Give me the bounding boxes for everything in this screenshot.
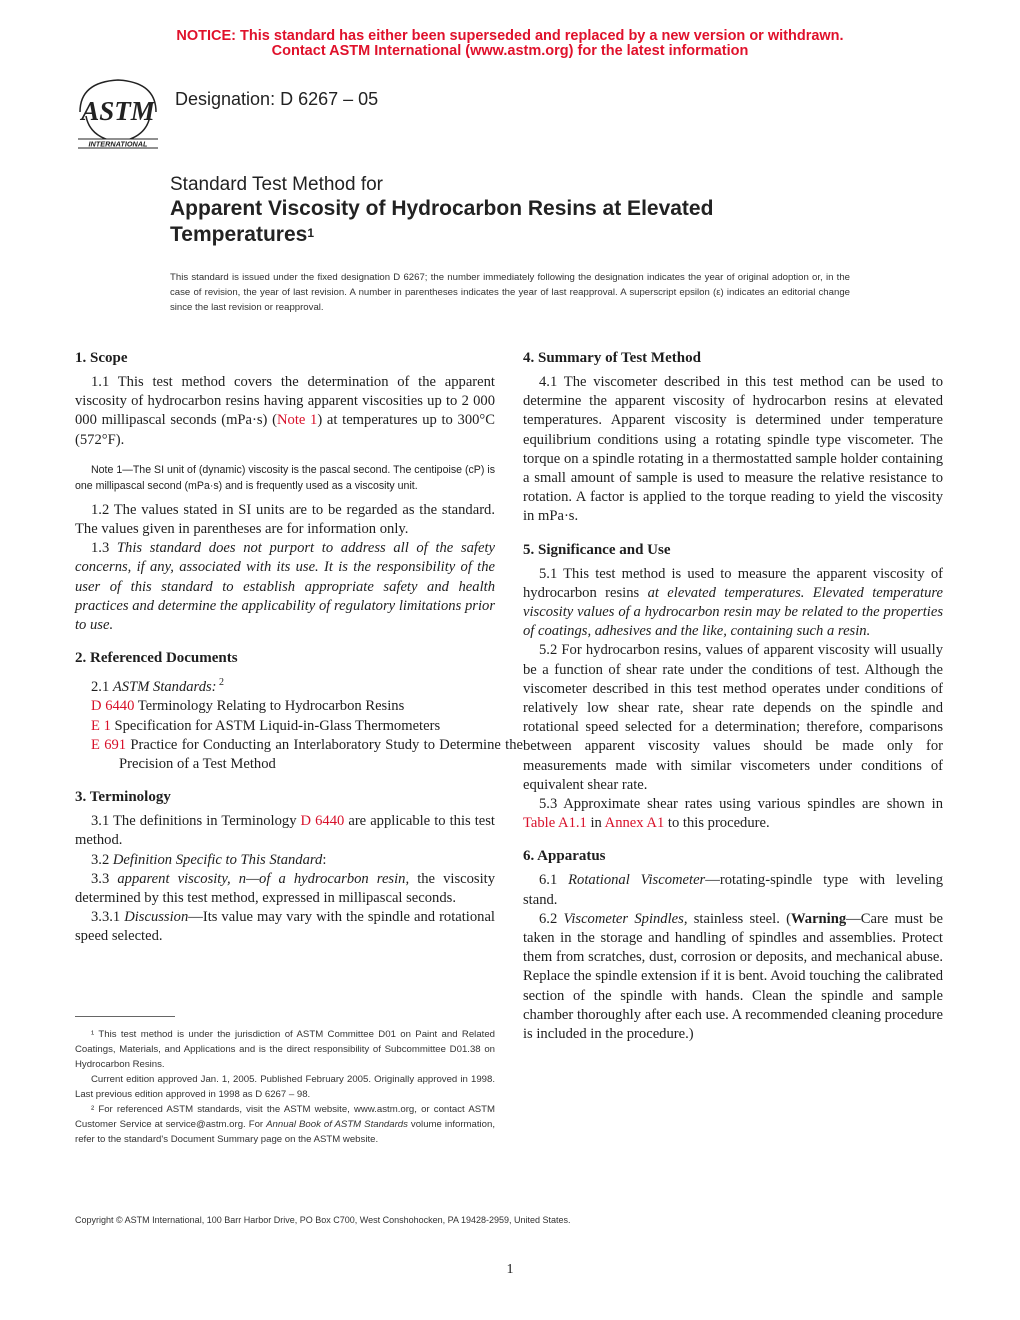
link-e691[interactable]: E 691 (91, 736, 127, 753)
para-5-3-text: 5.3 Approximate shear rates using various spindles are shown in (539, 796, 943, 813)
para-1-2: 1.2 The values stated in SI units are to be regarded as the standard. The values given in parentheses are for information only. (75, 501, 495, 538)
para-3-2-text: Definition Specific to This Standard (112, 851, 323, 868)
para-1-3 (75, 539, 495, 635)
para-5-1-text: 5.1 This test method is used to measure the apparent viscosity of hydrocarbon resins (523, 565, 943, 601)
title-footnote-mark: 1 (307, 226, 315, 240)
para-3-1-text-end: are applicable to this test method. (75, 813, 495, 849)
title-prefix: Standard Test Method for (170, 174, 383, 195)
footnote-2-text: ² For referenced ASTM standards, visit the ASTM website, www.astm.org, or contact ASTM Customer Service at service@astm.org. For (75, 1104, 495, 1130)
copyright: Copyright © ASTM International, 100 Barr Harbor Drive, PO Box C700, West Conshohocken, PA 19428-2959, United States. (75, 1215, 571, 1225)
section-heading-summary: 4. Summary of Test Method (523, 350, 701, 366)
para-3-1-text: 3.1 The definitions in Terminology (91, 813, 301, 830)
para-6-2 (523, 910, 943, 1044)
para-3-3-1 (75, 908, 495, 946)
astm-logo-text: ASTM (81, 96, 155, 126)
footnote-1b: Current edition approved Jan. 1, 2005. Published February 2005. Originally approved in 1998. Last previous edition approved in 1998 as D 6267 – 98. (75, 1074, 495, 1100)
ref-e1 (91, 717, 523, 736)
para-1-1-text: 1.1 This test method covers the determination of the apparent viscosity of hydrocarbon resins having apparent viscosities up to 2 000 000 millipascal seconds (mPa·s) ( (75, 374, 495, 429)
ref-e691 (91, 736, 523, 774)
para-3-3-text: the viscosity determined by this test method, expressed in millipascal seconds. (75, 870, 496, 906)
ref-e691-text: Practice for Conducting an Interlaboratory Study to Determine the Precision of a Test Method (119, 736, 523, 772)
para-5-2: 5.2 For hydrocarbon resins, values of apparent viscosity will usually be a function of shear rate under the conditions of test. Although the viscometer described in this test method operates under conditions of relatively low shear rate, shear rate depends on the spindle and rotational speed selected for a determination; therefore, comparisons between apparent viscosity values should be made only for measurements made with similar viscometers under conditions of equivalent shear rate. (523, 642, 943, 793)
section-heading-referenced-documents: 2. Referenced Documents (75, 650, 238, 667)
para-6-2-text-end: —Care must be taken in the storage and handling of spindles and assemblies. Protect them from scratches, dust, corrosion or deposits, and mechanical abuse. Replace the spindle extension if it is bent. Avoid touching the calibrated section of the spindle with hands. Clean the spindle and sample chamber thoroughly after each use. A recommended cleaning procedure is included in the procedure.) (523, 910, 943, 1043)
para-3-2 (75, 851, 495, 870)
para-1-1-text-end: ) at temperatures up to 300°C (572°F). (75, 412, 495, 448)
section-heading-apparatus: 6. Apparatus (523, 848, 606, 865)
para-3-3-num: 3.3 (91, 870, 118, 887)
para-2-1-sup: 2 (216, 677, 225, 689)
notice-line-2: Contact ASTM International (www.astm.org) for the latest information (271, 43, 749, 59)
para-2-1-num: 2.1 (91, 679, 113, 696)
designation: Designation: D 6267 – 05 (175, 89, 379, 109)
para-3-3 (75, 870, 495, 908)
para-3-3-1-term: Discussion (124, 909, 189, 926)
link-note-1[interactable]: Note 1 (276, 412, 318, 429)
para-1-3-text: This standard does not purport to address all of the safety concerns, if any, associated with its use. It is the responsibility of the user of this standard to establish appropriate safety and health practices and determine the applicability of regulatory limitations prior to use. (75, 540, 495, 634)
para-6-1-text: —rotating-spindle type with leveling stand. (523, 872, 944, 908)
para-6-1 (523, 871, 943, 909)
footnote-2 (75, 1102, 495, 1147)
section-heading-scope: 1. Scope (75, 350, 128, 366)
ref-d6440 (91, 697, 523, 716)
para-5-3-text-mid: in (586, 815, 605, 832)
footnote-2-text-end: volume information, refer to the standard's Document Summary page on the ASTM website. (75, 1119, 495, 1145)
para-5-1 (523, 565, 943, 642)
ref-d6440-text: Terminology Relating to Hydrocarbon Resins (134, 698, 405, 715)
link-e1[interactable]: E 1 (91, 717, 111, 734)
issued-statement: This standard is issued under the fixed designation D 6267; the number immediately following the designation indicates the year of original adoption or, in the case of revision, the year of last revision. A number in parentheses indicates the year of last reapproval. A superscript epsilon (ε) indicates an editorial change since the last revision or reapproval. (170, 272, 850, 313)
para-2-1 (75, 673, 495, 697)
title-line-1: Apparent Viscosity of Hydrocarbon Resins at Elevated (170, 197, 714, 220)
para-6-2-term: Viscometer Spindles (563, 910, 684, 927)
title-line-2 (170, 222, 870, 248)
astm-logo-subtext: INTERNATIONAL (88, 139, 148, 149)
para-5-1-italic: at elevated temperatures. Elevated temperature viscosity values of a hydrocarbon resin may be related to the properties of coatings, adhesives and the like, containing such a resin. (523, 584, 943, 640)
left-column (75, 348, 523, 947)
footnote-2-italic: Annual Book of ASTM Standards (266, 1119, 408, 1130)
para-5-3-text-end: to this procedure. (664, 815, 770, 832)
para-6-1-num: 6.1 (539, 872, 569, 889)
para-4-1: 4.1 The viscometer described in this test method can be used to determine the apparent viscosity of hydrocarbon resins at elevated temperatures. Apparent viscosity is determined under temperature equilibrium conditions using a rotating spindle type viscometer. The torque on a spindle rotating in a thermostatted sample holder containing a small amount of sample is used to measure the relative resistance to rotation. A factor is applied to the torque reading to yield the viscosity in mPa·s. (523, 374, 943, 525)
para-6-2-num: 6.2 (539, 910, 564, 927)
note-1: Note 1—The SI unit of (dynamic) viscosity is the pascal second. The centipoise (cP) is one millipascal second (mPa·s) and is frequently used as a viscosity unit. (75, 463, 495, 493)
footnote-1: ¹ This test method is under the jurisdiction of ASTM Committee D01 on Paint and Related Coatings, Materials, and Applications and is the direct responsibility of Subcommittee D01.38 on Hydrocarbon Resins. (75, 1029, 495, 1070)
right-column (523, 348, 943, 1044)
para-2-1-text: ASTM Standards: (112, 679, 217, 696)
link-annex-a1[interactable]: Annex A1 (604, 815, 665, 832)
notice-line-1: NOTICE: This standard has either been superseded and replaced by a new version or withdrawn. (176, 28, 844, 44)
link-table-a1-1[interactable]: Table A1.1 (523, 815, 587, 832)
para-3-2-end: : (322, 851, 327, 868)
para-3-3-term: apparent viscosity, n—of a hydrocarbon resin, (117, 870, 410, 887)
para-1-1 (75, 373, 495, 450)
para-3-1 (75, 812, 495, 850)
para-3-3-1-num: 3.3.1 (91, 909, 125, 926)
title-line-2-text: Temperatures (170, 223, 308, 246)
section-heading-significance: 5. Significance and Use (523, 541, 671, 558)
para-6-1-term: Rotational Viscometer (568, 872, 706, 889)
para-3-2-num: 3.2 (91, 851, 113, 868)
para-5-3 (523, 795, 943, 833)
warning-label: Warning (790, 910, 847, 927)
footnotes (75, 1027, 495, 1147)
astm-logo (76, 76, 160, 150)
footnote-rule (75, 1016, 175, 1017)
para-6-2-text: , stainless steel. ( (683, 910, 791, 927)
title-block (170, 174, 870, 248)
para-1-3-num: 1.3 (91, 540, 117, 557)
link-d6440-terminology[interactable]: D 6440 (300, 813, 345, 830)
ref-e1-text: Specification for ASTM Liquid-in-Glass Thermometers (110, 717, 441, 734)
para-3-3-1-text: —Its value may vary with the spindle and rotational speed selected. (75, 909, 495, 945)
section-heading-terminology: 3. Terminology (75, 789, 171, 806)
link-d6440[interactable]: D 6440 (91, 698, 135, 715)
page-number: 1 (506, 1262, 514, 1277)
